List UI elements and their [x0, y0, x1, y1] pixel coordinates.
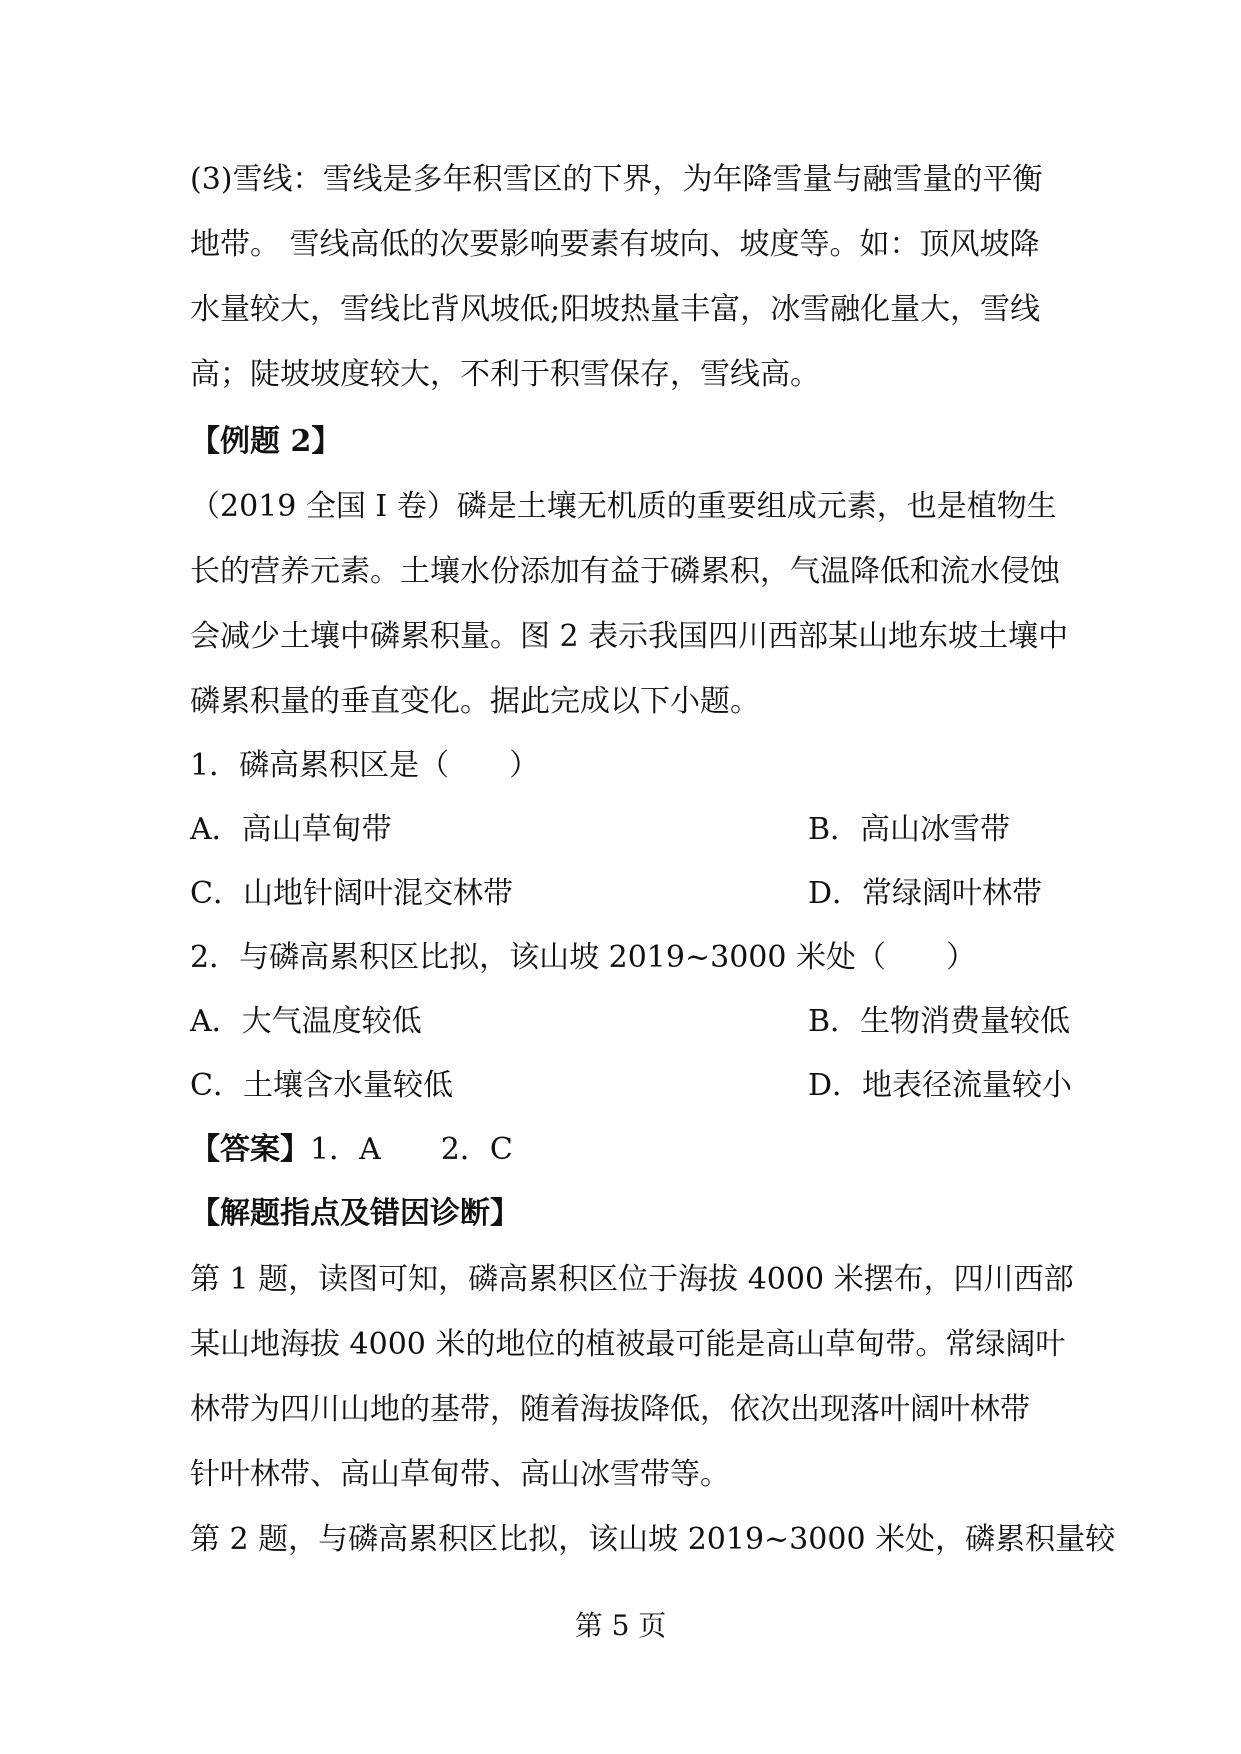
analysis-heading: 【解题指点及错因诊断】 [190, 1196, 520, 1231]
analysis-line-5: 第 2 题，与磷高累积区比拟，该山坡 2019~3000 米处，磷累积量较 [190, 1522, 1116, 1557]
question-1-option-c: C．山地针阔叶混交林带 [190, 876, 513, 911]
question-2-option-a: A．大气温度较低 [190, 1004, 422, 1039]
answer-line [190, 1130, 1090, 1170]
analysis-line-4: 针叶林带、高山草甸带、高山冰雪带等。 [190, 1457, 730, 1492]
question-2-stem: 2．与磷高累积区比拟，该山坡 2019~3000 米处（ ） [190, 940, 976, 975]
question-1-option-d: D．常绿阔叶林带 [808, 876, 1043, 911]
page-number: 第 5 页 [574, 1609, 667, 1642]
question-1-option-b: B．高山冰雪带 [808, 812, 1011, 847]
answer-text: 1．A 2．C [310, 1132, 513, 1167]
question-2-option-d: D．地表径流量较小 [808, 1068, 1073, 1103]
example-intro-line-2: 长的营养元素。土壤水份添加有益于磷累积，气温降低和流水侵蚀 [190, 554, 1060, 589]
example-intro-line-3: 会减少土壤中磷累积量。图 2 表示我国四川西部某山地东坡土壤中 [190, 619, 1069, 654]
snowline-line-2: 地带。 雪线高低的次要影响要素有坡向、坡度等。如：顶风坡降 [190, 227, 1040, 262]
example-intro-line-4: 磷累积量的垂直变化。据此完成以下小题。 [190, 684, 760, 719]
snowline-line-1: (3)雪线：雪线是多年积雪区的下界，为年降雪量与融雪量的平衡 [190, 162, 1043, 197]
question-2-option-c: C．土壤含水量较低 [190, 1068, 453, 1103]
question-1-option-a: A．高山草甸带 [190, 812, 392, 847]
question-2-option-b: B．生物消费量较低 [808, 1004, 1071, 1039]
snowline-line-4: 高；陡坡坡度较大，不利于积雪保存，雪线高。 [190, 357, 820, 392]
example-heading: 【例题 2】 [190, 424, 342, 459]
analysis-line-3: 林带为四川山地的基带，随着海拔降低，依次出现落叶阔叶林带 [190, 1392, 1030, 1427]
question-1-stem: 1．磷高累积区是（ ） [190, 748, 540, 783]
example-intro-line-1: （2019 全国 I 卷）磷是土壤无机质的重要组成元素，也是植物生 [190, 489, 1057, 524]
analysis-line-2: 某山地海拔 4000 米的地位的植被最可能是高山草甸带。常绿阔叶 [190, 1327, 1066, 1362]
snowline-line-3: 水量较大，雪线比背风坡低;阳坡热量丰富，冰雪融化量大，雪线 [190, 292, 1041, 327]
analysis-line-1: 第 1 题，读图可知，磷高累积区位于海拔 4000 米摆布，四川西部 [190, 1262, 1074, 1297]
answer-label: 【答案】 [190, 1132, 310, 1167]
